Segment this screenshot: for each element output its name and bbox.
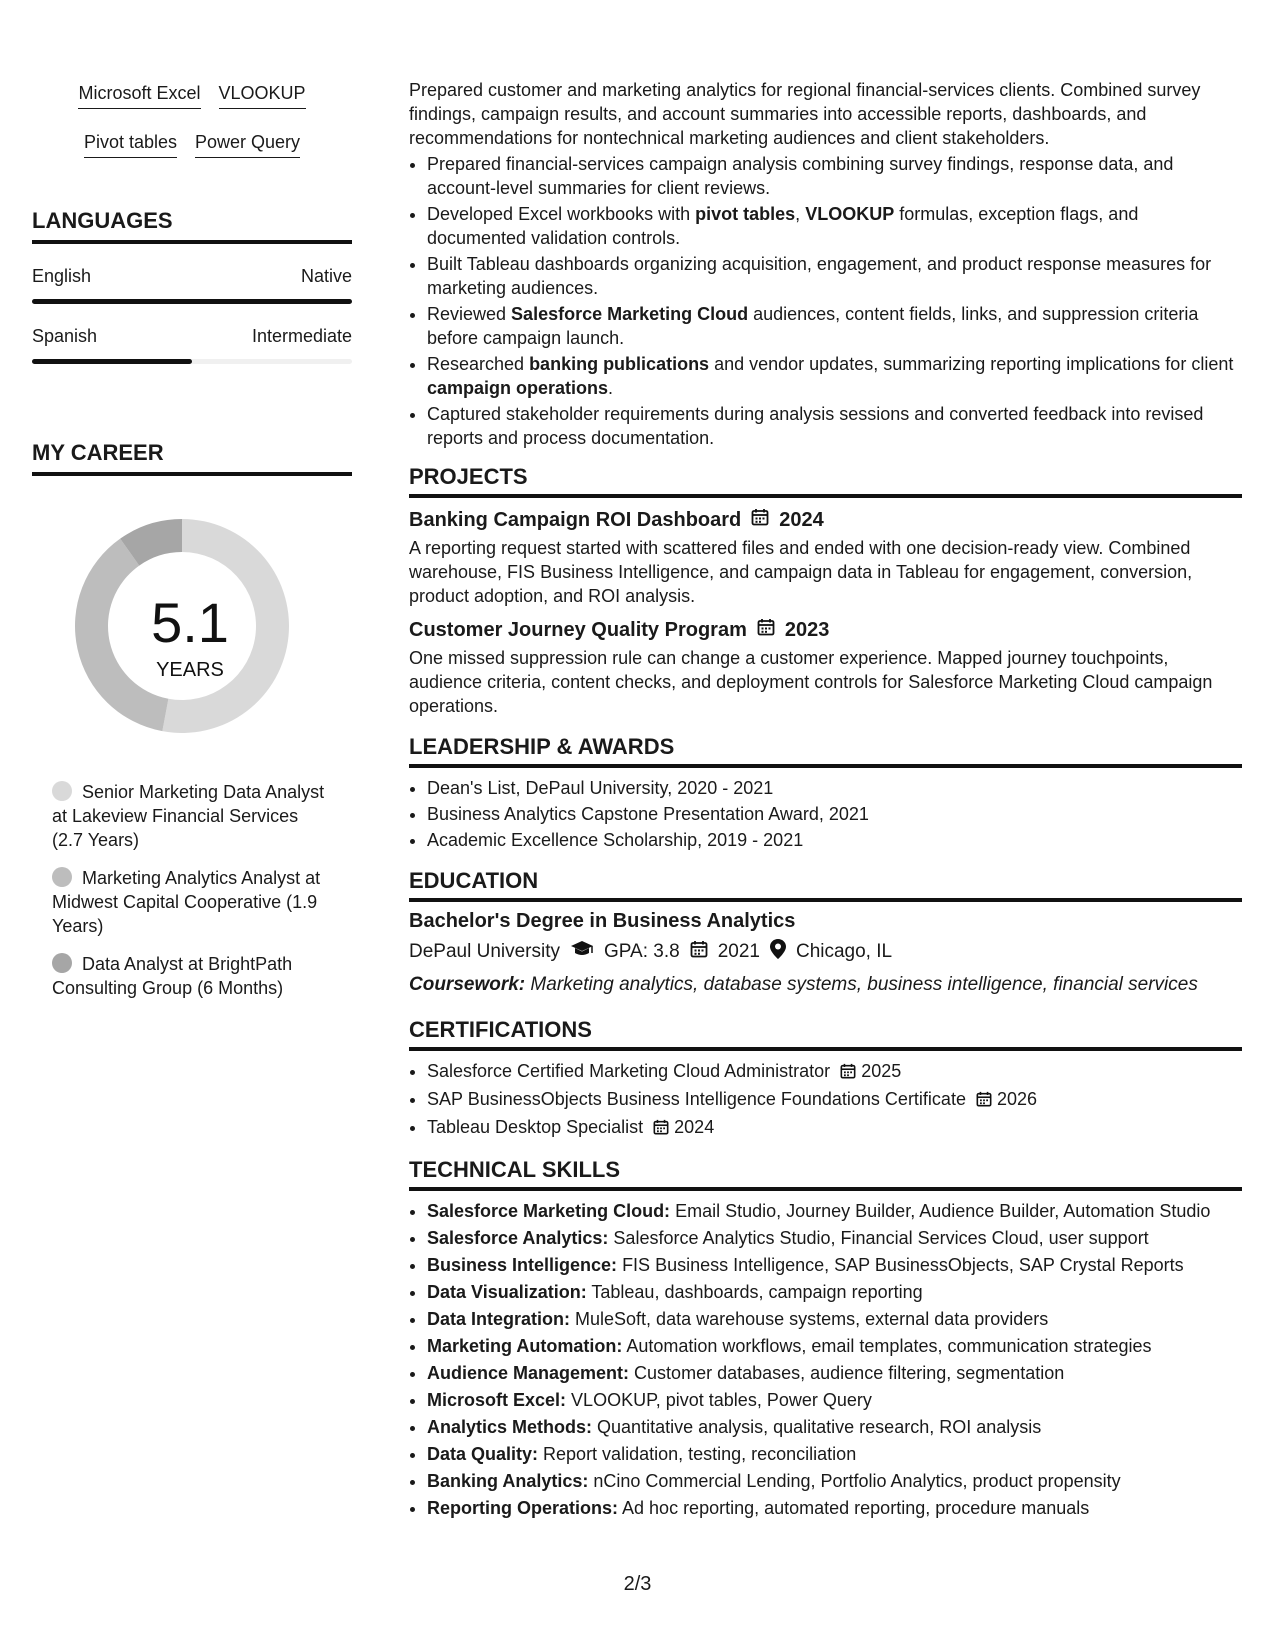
technical-skills-list bbox=[409, 1199, 1242, 1521]
language-proficiency-bar bbox=[32, 299, 352, 304]
career-donut-wrap bbox=[32, 516, 352, 746]
legend-dot bbox=[52, 781, 72, 801]
skill-tag: Pivot tables bbox=[84, 129, 177, 158]
list-item: • Researched banking publications and vendor updates, summarizing reporting implications for client campaign operations. bbox=[427, 352, 1242, 400]
list-item: • Banking Analytics: nCino Commercial Lending, Portfolio Analytics, product propensity bbox=[427, 1469, 1242, 1494]
list-item: • Captured stakeholder requirements during analysis sessions and converted feedback into revised reports and process documentation. bbox=[427, 402, 1242, 450]
language-name: English bbox=[32, 266, 92, 286]
list-item: • Analytics Methods: Quantitative analysis, qualitative research, ROI analysis bbox=[427, 1415, 1242, 1440]
certifications-list bbox=[409, 1059, 1242, 1141]
leadership-list bbox=[409, 776, 1242, 852]
career-item-text: Senior Marketing Data Analyst at Lakeview Financial Services (2.7 Years) bbox=[52, 782, 325, 850]
list-item: • Reporting Operations: Ad hoc reporting, automated reporting, procedure manuals bbox=[427, 1496, 1242, 1521]
list-item: • Salesforce Analytics: Salesforce Analytics Studio, Financial Services Cloud, user support bbox=[427, 1226, 1242, 1251]
education-heading: EDUCATION bbox=[409, 868, 1242, 902]
language-name: Spanish bbox=[32, 326, 98, 346]
career-total: 5.1 bbox=[151, 591, 229, 654]
language-item bbox=[32, 326, 352, 364]
project-entry bbox=[409, 508, 1242, 608]
school-name: DePaul University bbox=[409, 941, 560, 962]
skill-tag: VLOOKUP bbox=[219, 80, 306, 109]
legend-dot bbox=[52, 867, 72, 887]
project-title: Banking Campaign ROI Dashboard bbox=[409, 508, 742, 531]
degree-title: Bachelor's Degree in Business Analytics bbox=[409, 910, 796, 932]
calendar-icon bbox=[653, 1117, 669, 1141]
projects-heading: PROJECTS bbox=[409, 464, 1242, 498]
career-unit: YEARS bbox=[156, 659, 224, 681]
certifications-heading: CERTIFICATIONS bbox=[409, 1017, 1242, 1051]
coursework-label: Coursework: bbox=[409, 974, 526, 995]
skill-tag: Microsoft Excel bbox=[78, 80, 200, 109]
project-description: One missed suppression rule can change a customer experience. Mapped journey touchpoints, audience criteria, content checks, and deployment controls for Salesforce Marketing Cloud campaign operations. bbox=[409, 648, 1213, 716]
career-item bbox=[52, 866, 332, 938]
list-item: • Dean's List, DePaul University, 2020 - 2021 bbox=[427, 776, 1242, 800]
calendar-icon bbox=[751, 508, 769, 532]
career-item-text: Marketing Analytics Analyst at Midwest Capital Cooperative (1.9 Years) bbox=[52, 868, 321, 936]
list-item: • Data Visualization: Tableau, dashboards, campaign reporting bbox=[427, 1280, 1242, 1305]
list-item: • Audience Management: Customer databases, audience filtering, segmentation bbox=[427, 1361, 1242, 1386]
page-number: 2/3 bbox=[623, 1573, 652, 1595]
languages-heading: LANGUAGES bbox=[32, 208, 352, 244]
list-item: • Data Integration: MuleSoft, data warehouse systems, external data providers bbox=[427, 1307, 1242, 1332]
career-legend bbox=[32, 780, 332, 1000]
experience-bullets bbox=[409, 152, 1242, 450]
list-item: • Business Analytics Capstone Presentation Award, 2021 bbox=[427, 802, 1242, 826]
education-details bbox=[409, 939, 1242, 965]
calendar-icon bbox=[840, 1061, 856, 1085]
career-item bbox=[52, 952, 332, 1000]
sidebar bbox=[32, 80, 352, 1014]
coursework-text: Marketing analytics, database systems, business intelligence, financial services bbox=[525, 974, 1198, 995]
language-proficiency-fill bbox=[32, 299, 352, 304]
list-item: • Academic Excellence Scholarship, 2019 - 2021 bbox=[427, 828, 1242, 852]
location-pin-icon bbox=[770, 939, 786, 965]
career-heading: MY CAREER bbox=[32, 440, 352, 476]
leadership-heading: LEADERSHIP & AWARDS bbox=[409, 734, 1242, 768]
list-item: • Salesforce Marketing Cloud: Email Studio, Journey Builder, Audience Builder, Automation Studio bbox=[427, 1199, 1242, 1224]
career-item-text: Data Analyst at BrightPath Consulting Group (6 Months) bbox=[52, 954, 293, 998]
list-item: • Microsoft Excel: VLOOKUP, pivot tables, Power Query bbox=[427, 1388, 1242, 1413]
project-entry bbox=[409, 618, 1242, 718]
list-item: • Reviewed Salesforce Marketing Cloud audiences, content fields, links, and suppression criteria before campaign launch. bbox=[427, 302, 1242, 350]
list-item: • Data Quality: Report validation, testing, reconciliation bbox=[427, 1442, 1242, 1467]
list-item: • SAP BusinessObjects Business Intelligence Foundations Certificate 2026 bbox=[427, 1087, 1242, 1113]
calendar-icon bbox=[690, 940, 708, 964]
project-title: Customer Journey Quality Program bbox=[409, 618, 747, 641]
technical-skills-heading: TECHNICAL SKILLS bbox=[409, 1157, 1242, 1191]
project-year: 2024 bbox=[779, 508, 824, 531]
project-year: 2023 bbox=[784, 618, 830, 641]
legend-dot bbox=[52, 953, 72, 973]
gpa: GPA: 3.8 bbox=[604, 941, 680, 962]
experience-summary: Prepared customer and marketing analytics for regional financial-services clients. Combined survey findings, campaign results, and account summaries into accessible reports, dashboards, and recommendations for nontechnical marketing audiences and client stakeholders. bbox=[409, 80, 1201, 148]
graduation-cap-icon bbox=[570, 940, 594, 964]
list-item: • Marketing Automation: Automation workflows, email templates, communication strategies bbox=[427, 1334, 1242, 1359]
education-location: Chicago, IL bbox=[795, 941, 893, 962]
career-item bbox=[52, 780, 332, 852]
list-item: • Prepared financial-services campaign analysis combining survey findings, response data, and account-level summaries for client reviews. bbox=[427, 152, 1242, 200]
list-item: • Developed Excel workbooks with pivot tables, VLOOKUP formulas, exception flags, and documented validation controls. bbox=[427, 202, 1242, 250]
language-level: Native bbox=[300, 266, 352, 286]
list-item: • Business Intelligence: FIS Business Intelligence, SAP BusinessObjects, SAP Crystal Reports bbox=[427, 1253, 1242, 1278]
career-donut-chart bbox=[42, 516, 342, 746]
graduation-year: 2021 bbox=[717, 941, 760, 962]
calendar-icon bbox=[757, 618, 775, 642]
project-description: A reporting request started with scattered files and ended with one decision-ready view. Combined warehouse, FIS Business Intelligence, and campaign data in Tableau for engagement, conversion, product adoption, and ROI analysis. bbox=[409, 538, 1193, 606]
skill-tag: Power Query bbox=[195, 129, 300, 158]
skill-tags bbox=[32, 80, 352, 158]
language-proficiency-bar bbox=[32, 359, 352, 364]
main-content bbox=[409, 78, 1242, 1523]
language-level: Intermediate bbox=[251, 326, 352, 346]
calendar-icon bbox=[976, 1089, 992, 1113]
language-proficiency-fill bbox=[32, 359, 192, 364]
list-item: • Tableau Desktop Specialist 2024 bbox=[427, 1115, 1242, 1141]
language-item bbox=[32, 266, 352, 304]
list-item: • Built Tableau dashboards organizing acquisition, engagement, and product response measures for marketing audiences. bbox=[427, 252, 1242, 300]
list-item: • Salesforce Certified Marketing Cloud Administrator 2025 bbox=[427, 1059, 1242, 1085]
coursework bbox=[409, 973, 1242, 997]
